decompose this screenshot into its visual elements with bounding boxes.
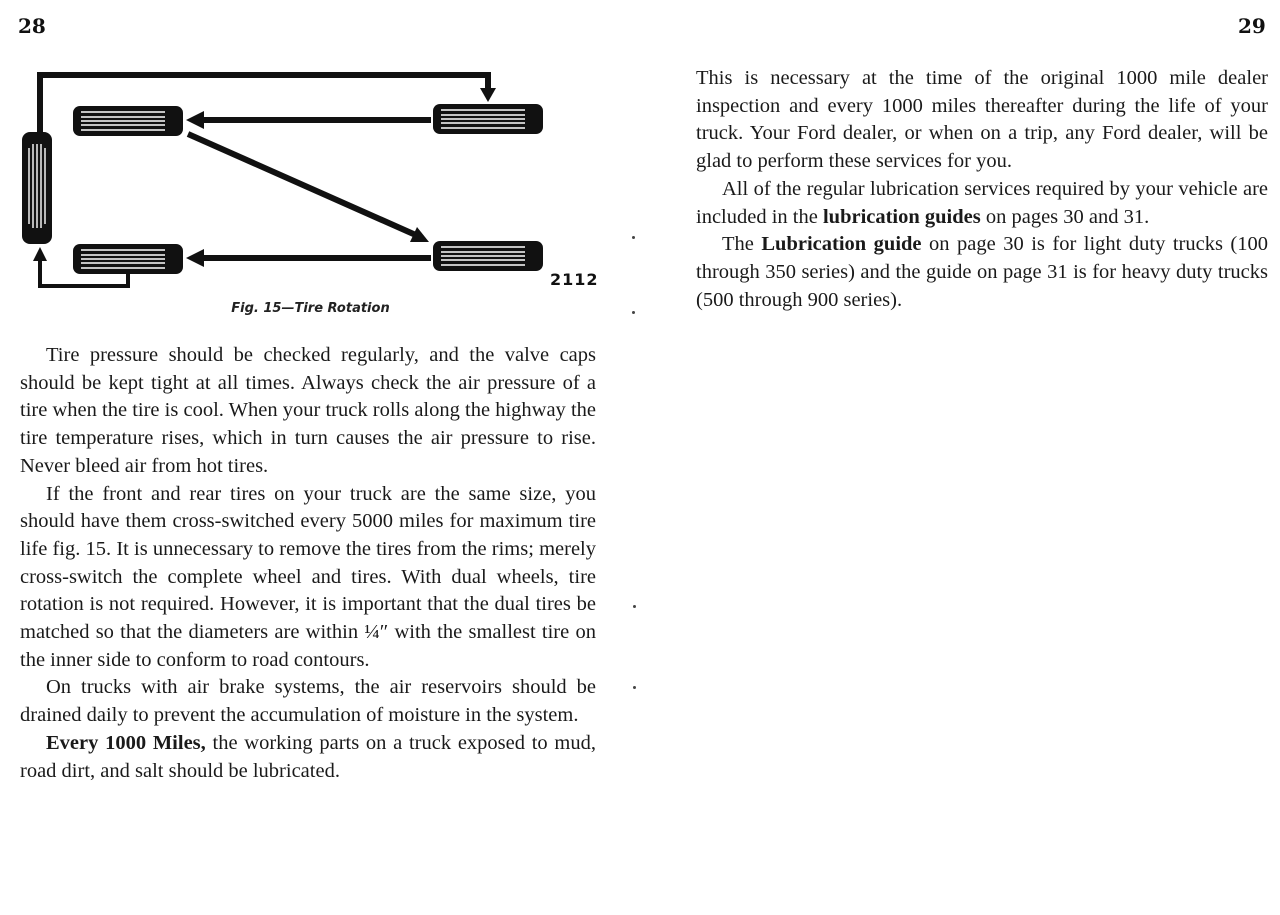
paragraph-cross-switch: If the front and rear tires on your truck are the same size, you should have them cross-switched every 5000 miles for maximum tire life fig. 15. It is unnecessary to remove the tires from the rims; merely cross-switch the complete wheel and tires. With dual wheels, tire rotation is not required. However, it is important that the dual tires be matched so that the diameters are within ¼″ with the smallest tire on the inner side to conform to road contours. (20, 482, 596, 671)
lubrication-guide-pre: The (722, 233, 762, 256)
paragraph-lubrication-services (696, 176, 1268, 231)
every-1000-miles-text: the working parts on a truck exposed to mud, road dirt, and salt should be lubricated. (20, 731, 596, 782)
figure-caption: Fig. 15—Tire Rotation (231, 301, 390, 316)
rear-left-tire (73, 244, 183, 274)
spare-tire (22, 132, 52, 244)
figure-number: 2112 (550, 270, 599, 289)
rear-right-tire (433, 241, 543, 271)
left-page-text (20, 342, 596, 785)
every-1000-miles-heading: Every 1000 Miles, (46, 731, 206, 754)
paragraph-every-1000-miles (20, 730, 596, 785)
lubrication-services-pages: on pages 30 and 31. (980, 205, 1150, 228)
print-speck (632, 236, 635, 239)
page-number-left: 28 (18, 14, 46, 38)
paragraph-dealer-inspection: This is necessary at the time of the original 1000 mile dealer inspection and every 1000 miles thereafter during the life of your truck. Your Ford dealer, or when on a trip, any Ford dealer, will be glad to perform these services for you. (696, 67, 1268, 173)
front-right-tire (433, 104, 543, 134)
right-page-text (696, 65, 1268, 314)
tire-rotation-figure (18, 64, 603, 296)
paragraph-tire-pressure: Tire pressure should be checked regularly, and the valve caps should be kept tight at all times. Always check the air pressure of a tire when the tire is cool. When your truck rolls along the highway the tire temperature rises, which in turn causes the air pressure to rise. Never bleed air from hot tires. (20, 344, 596, 477)
print-speck (633, 686, 636, 689)
print-speck (632, 311, 635, 314)
tire-rotation-diagram (18, 64, 603, 296)
paragraph-lubrication-guide (696, 231, 1268, 314)
lubrication-guides-term: lubrication guides (822, 205, 981, 228)
lubrication-guide-text: on page 30 is for light duty trucks (100 through 350 series) and the guide on page 31 is for heavy duty trucks (500 through 900 series). (696, 233, 1268, 311)
lubrication-services-text: All of the regular lubrication services required by your vehicle are included in the (696, 177, 1268, 228)
lubrication-guide-term: Lubrication guide (761, 233, 922, 256)
front-left-tire (73, 106, 183, 136)
rotation-arrow-diagonal (188, 134, 418, 236)
paragraph-air-brakes: On trucks with air brake systems, the air reservoirs should be drained daily to prevent the accumulation of moisture in the system. (20, 676, 596, 727)
print-speck (633, 605, 636, 608)
page-number-right: 29 (1238, 14, 1266, 38)
